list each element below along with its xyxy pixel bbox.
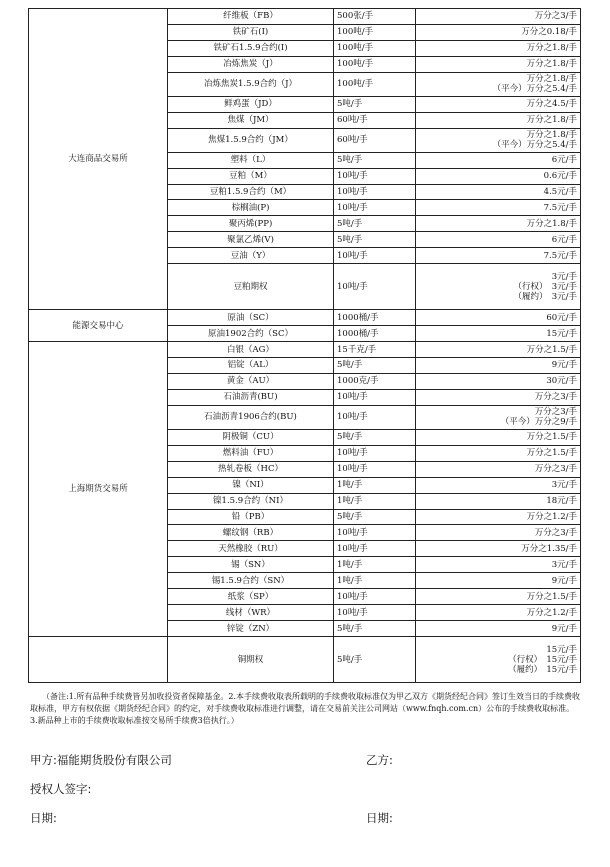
product-name: 纸浆（SP）: [168, 589, 334, 605]
product-name: 线材（WR）: [168, 605, 334, 621]
trade-unit: 10吨/手: [334, 461, 416, 477]
fee-cell: [416, 152, 581, 168]
fee-line: 9元/手: [551, 623, 577, 634]
trade-unit: 60吨/手: [334, 112, 416, 128]
fee-line: 万分之1.8/手: [526, 74, 577, 85]
fee-cell: [416, 184, 581, 200]
product-name: 焦煤（JM）: [168, 112, 334, 128]
fee-line: 万分之3/手: [534, 11, 577, 22]
fee-cell: [416, 24, 581, 40]
table-row: [29, 9, 581, 25]
fee-cell: [416, 429, 581, 445]
fee-cell: [416, 96, 581, 112]
trade-unit: 5吨/手: [334, 96, 416, 112]
trade-unit: 5吨/手: [334, 429, 416, 445]
product-name: 铅（PB）: [168, 509, 334, 525]
product-name: 棕榈油(P): [168, 200, 334, 216]
product-name: 铝锭（AL）: [168, 358, 334, 374]
table-row: [29, 310, 581, 326]
fee-cell: [416, 605, 581, 621]
product-name: 原油（SC）: [168, 310, 334, 326]
fee-line: 万分之1.5/手: [526, 432, 577, 443]
table-row: [29, 637, 581, 683]
fee-cell: [416, 445, 581, 461]
product-name: 焦煤1.5.9合约（JM）: [168, 128, 334, 152]
fee-line: 9元/手: [551, 575, 577, 586]
product-name: 冶炼焦炭1.5.9合约（J）: [168, 72, 334, 96]
date-left-label: 日期:: [30, 811, 57, 825]
product-name: 豆粕期权: [168, 264, 334, 310]
table-row: [29, 342, 581, 358]
trade-unit: 1吨/手: [334, 477, 416, 493]
trade-unit: 10吨/手: [334, 248, 416, 264]
trade-unit: 500张/手: [334, 9, 416, 25]
trade-unit: 10吨/手: [334, 200, 416, 216]
product-name: 豆粕1.5.9合约（M）: [168, 184, 334, 200]
trade-unit: 5吨/手: [334, 358, 416, 374]
fee-cell: [416, 56, 581, 72]
trade-unit: 10吨/手: [334, 264, 416, 310]
trade-unit: 10吨/手: [334, 589, 416, 605]
trade-unit: 100吨/手: [334, 56, 416, 72]
fee-cell: [416, 461, 581, 477]
trade-unit: 10吨/手: [334, 389, 416, 405]
trade-unit: 1吨/手: [334, 557, 416, 573]
fee-line: 万分之1.8/手: [526, 115, 577, 126]
fee-line: （履约） 15元/手: [508, 664, 577, 675]
fee-line: 万分之1.8/手: [526, 218, 577, 229]
fee-cell: [416, 637, 581, 683]
fee-cell: [416, 200, 581, 216]
fee-cell: [416, 373, 581, 389]
fee-line: 万分之1.5/手: [526, 448, 577, 459]
fee-cell: [416, 168, 581, 184]
fee-cell: [416, 541, 581, 557]
fee-cell: [416, 358, 581, 374]
product-name: 燃料油（FU）: [168, 445, 334, 461]
product-name: 鲜鸡蛋（JD）: [168, 96, 334, 112]
product-name: 天然橡胶（RU）: [168, 541, 334, 557]
product-name: 塑料（L）: [168, 152, 334, 168]
trade-unit: 5吨/手: [334, 637, 416, 683]
product-name: 铁矿石1.5.9合约(I): [168, 40, 334, 56]
product-name: 锌锭（ZN）: [168, 621, 334, 637]
fee-cell: [416, 9, 581, 25]
product-name: 原油1902合约（SC）: [168, 326, 334, 342]
fee-line: 7.5元/手: [543, 202, 577, 213]
fee-cell: [416, 112, 581, 128]
party-a-label: 甲方:福能期货股份有限公司: [30, 753, 172, 767]
exchange-name: 大连商品交易所: [68, 154, 128, 165]
product-name: 铁矿石(I): [168, 24, 334, 40]
trade-unit: 1吨/手: [334, 573, 416, 589]
fee-cell: [416, 589, 581, 605]
product-name: 聚氯乙烯(V): [168, 232, 334, 248]
product-name: 石油沥青1906合约(BU): [168, 405, 334, 429]
fee-line: 7.5元/手: [543, 250, 577, 261]
fee-line: （平今）万分之5.4/手: [492, 84, 577, 95]
fee-cell: [416, 128, 581, 152]
fee-line: 15元/手: [546, 644, 577, 655]
fee-line: （行权） 3元/手: [513, 281, 577, 292]
exchange-cell: [29, 310, 168, 342]
trade-unit: 15千克/手: [334, 342, 416, 358]
trade-unit: 100吨/手: [334, 24, 416, 40]
fee-cell: [416, 557, 581, 573]
fee-line: （行权） 15元/手: [508, 654, 577, 665]
product-name: 热轧卷板（HC）: [168, 461, 334, 477]
fee-cell: [416, 342, 581, 358]
trade-unit: 100吨/手: [334, 40, 416, 56]
trade-unit: 10吨/手: [334, 525, 416, 541]
fee-line: 6元/手: [551, 234, 577, 245]
fee-line: 万分之3/手: [534, 407, 577, 418]
product-name: 白银（AG）: [168, 342, 334, 358]
product-name: 聚丙烯(PP): [168, 216, 334, 232]
fee-line: 万分之1.5/手: [526, 591, 577, 602]
fee-cell: [416, 216, 581, 232]
fee-line: 60元/手: [546, 312, 577, 323]
fee-line: 万分之3/手: [534, 464, 577, 475]
fee-line: 3元/手: [551, 480, 577, 491]
fee-line: 万分之1.2/手: [526, 511, 577, 522]
fee-cell: [416, 525, 581, 541]
fee-line: （平今）万分之9/手: [500, 417, 577, 428]
fee-line: 万分之0.18/手: [521, 27, 577, 38]
exchange-name: 能源交易中心: [72, 320, 124, 331]
trade-unit: 1000克/手: [334, 373, 416, 389]
product-name: 镍1.5.9合约（NI）: [168, 493, 334, 509]
fee-cell: [416, 477, 581, 493]
product-name: 螺纹钢（RB）: [168, 525, 334, 541]
trade-unit: 10吨/手: [334, 405, 416, 429]
product-name: 纤维板（FB）: [168, 9, 334, 25]
trade-unit: 100吨/手: [334, 72, 416, 96]
fee-cell: [416, 264, 581, 310]
exchange-cell: [29, 637, 168, 683]
product-name: 铜期权: [168, 637, 334, 683]
date-right-label: 日期:: [366, 811, 393, 825]
fee-cell: [416, 40, 581, 56]
product-name: 阴极铜（CU）: [168, 429, 334, 445]
fee-line: 万分之1.8/手: [526, 130, 577, 141]
product-name: 镍（NI）: [168, 477, 334, 493]
fee-line: 万分之1.8/手: [526, 59, 577, 70]
product-name: 石油沥青(BU): [168, 389, 334, 405]
trade-unit: 5吨/手: [334, 621, 416, 637]
product-name: 锡（SN）: [168, 557, 334, 573]
fee-cell: [416, 326, 581, 342]
product-name: 豆油（Y）: [168, 248, 334, 264]
trade-unit: 1000桶/手: [334, 326, 416, 342]
trade-unit: 5吨/手: [334, 509, 416, 525]
trade-unit: 1000桶/手: [334, 310, 416, 326]
fee-line: 万分之1.8/手: [526, 43, 577, 54]
fee-line: 3元/手: [551, 271, 577, 282]
fee-line: （履约） 3元/手: [513, 291, 577, 302]
trade-unit: 10吨/手: [334, 605, 416, 621]
authorized-signature-label: 授权人签字:: [30, 782, 92, 796]
fee-cell: [416, 232, 581, 248]
product-name: 冶炼焦炭（J）: [168, 56, 334, 72]
fee-line: 15元/手: [546, 328, 577, 339]
exchange-cell: [29, 342, 168, 637]
fee-line: 0.6元/手: [543, 171, 577, 182]
fee-line: 6元/手: [551, 155, 577, 166]
fee-line: 万分之3/手: [534, 527, 577, 538]
fee-cell: [416, 310, 581, 326]
fee-cell: [416, 509, 581, 525]
fee-cell: [416, 493, 581, 509]
trade-unit: 5吨/手: [334, 232, 416, 248]
trade-unit: 1吨/手: [334, 493, 416, 509]
fee-line: 万分之1.5/手: [526, 344, 577, 355]
fee-table: [28, 8, 581, 683]
fee-line: 3元/手: [551, 559, 577, 570]
trade-unit: 5吨/手: [334, 152, 416, 168]
trade-unit: 10吨/手: [334, 168, 416, 184]
product-name: 豆粕（M）: [168, 168, 334, 184]
trade-unit: 10吨/手: [334, 541, 416, 557]
trade-unit: 5吨/手: [334, 216, 416, 232]
fee-line: 万分之3/手: [534, 392, 577, 403]
fee-line: 万分之1.35/手: [521, 543, 577, 554]
fee-cell: [416, 405, 581, 429]
trade-unit: 10吨/手: [334, 184, 416, 200]
fee-line: 4.5元/手: [543, 186, 577, 197]
fee-line: 9元/手: [551, 360, 577, 371]
notes-paragraph: （备注:1.所有品种手续费皆另加收投资者保障基金。2.本手续费收取表所载明的手续费收取标准仅为甲乙双方《期货经纪合同》签订生效当日的手续费收取标准，甲方有权依据《期货经纪合同》的约定，对手续费收取标准进行调整，请在交易前关注公司网站（www.fnqh.com.cn）公布的手续费收取标准。3.新品种上市的手续费收取标准按交易所手续费3倍执行。）: [30, 692, 580, 725]
fee-line: 万分之4.5/手: [526, 99, 577, 110]
trade-unit: 60吨/手: [334, 128, 416, 152]
fee-line: 30元/手: [546, 376, 577, 387]
fee-cell: [416, 573, 581, 589]
fee-line: （平今）万分之5.4/手: [492, 140, 577, 151]
fee-cell: [416, 621, 581, 637]
party-b-label: 乙方:: [366, 753, 393, 767]
fee-line: 万分之1.2/手: [526, 607, 577, 618]
fee-cell: [416, 248, 581, 264]
fee-line: 18元/手: [546, 496, 577, 507]
fee-cell: [416, 72, 581, 96]
product-name: 黄金（AU）: [168, 373, 334, 389]
exchange-name: 上海期货交易所: [68, 484, 128, 495]
fee-cell: [416, 389, 581, 405]
product-name: 锡1.5.9合约（SN）: [168, 573, 334, 589]
exchange-cell: [29, 9, 168, 310]
trade-unit: 10吨/手: [334, 445, 416, 461]
